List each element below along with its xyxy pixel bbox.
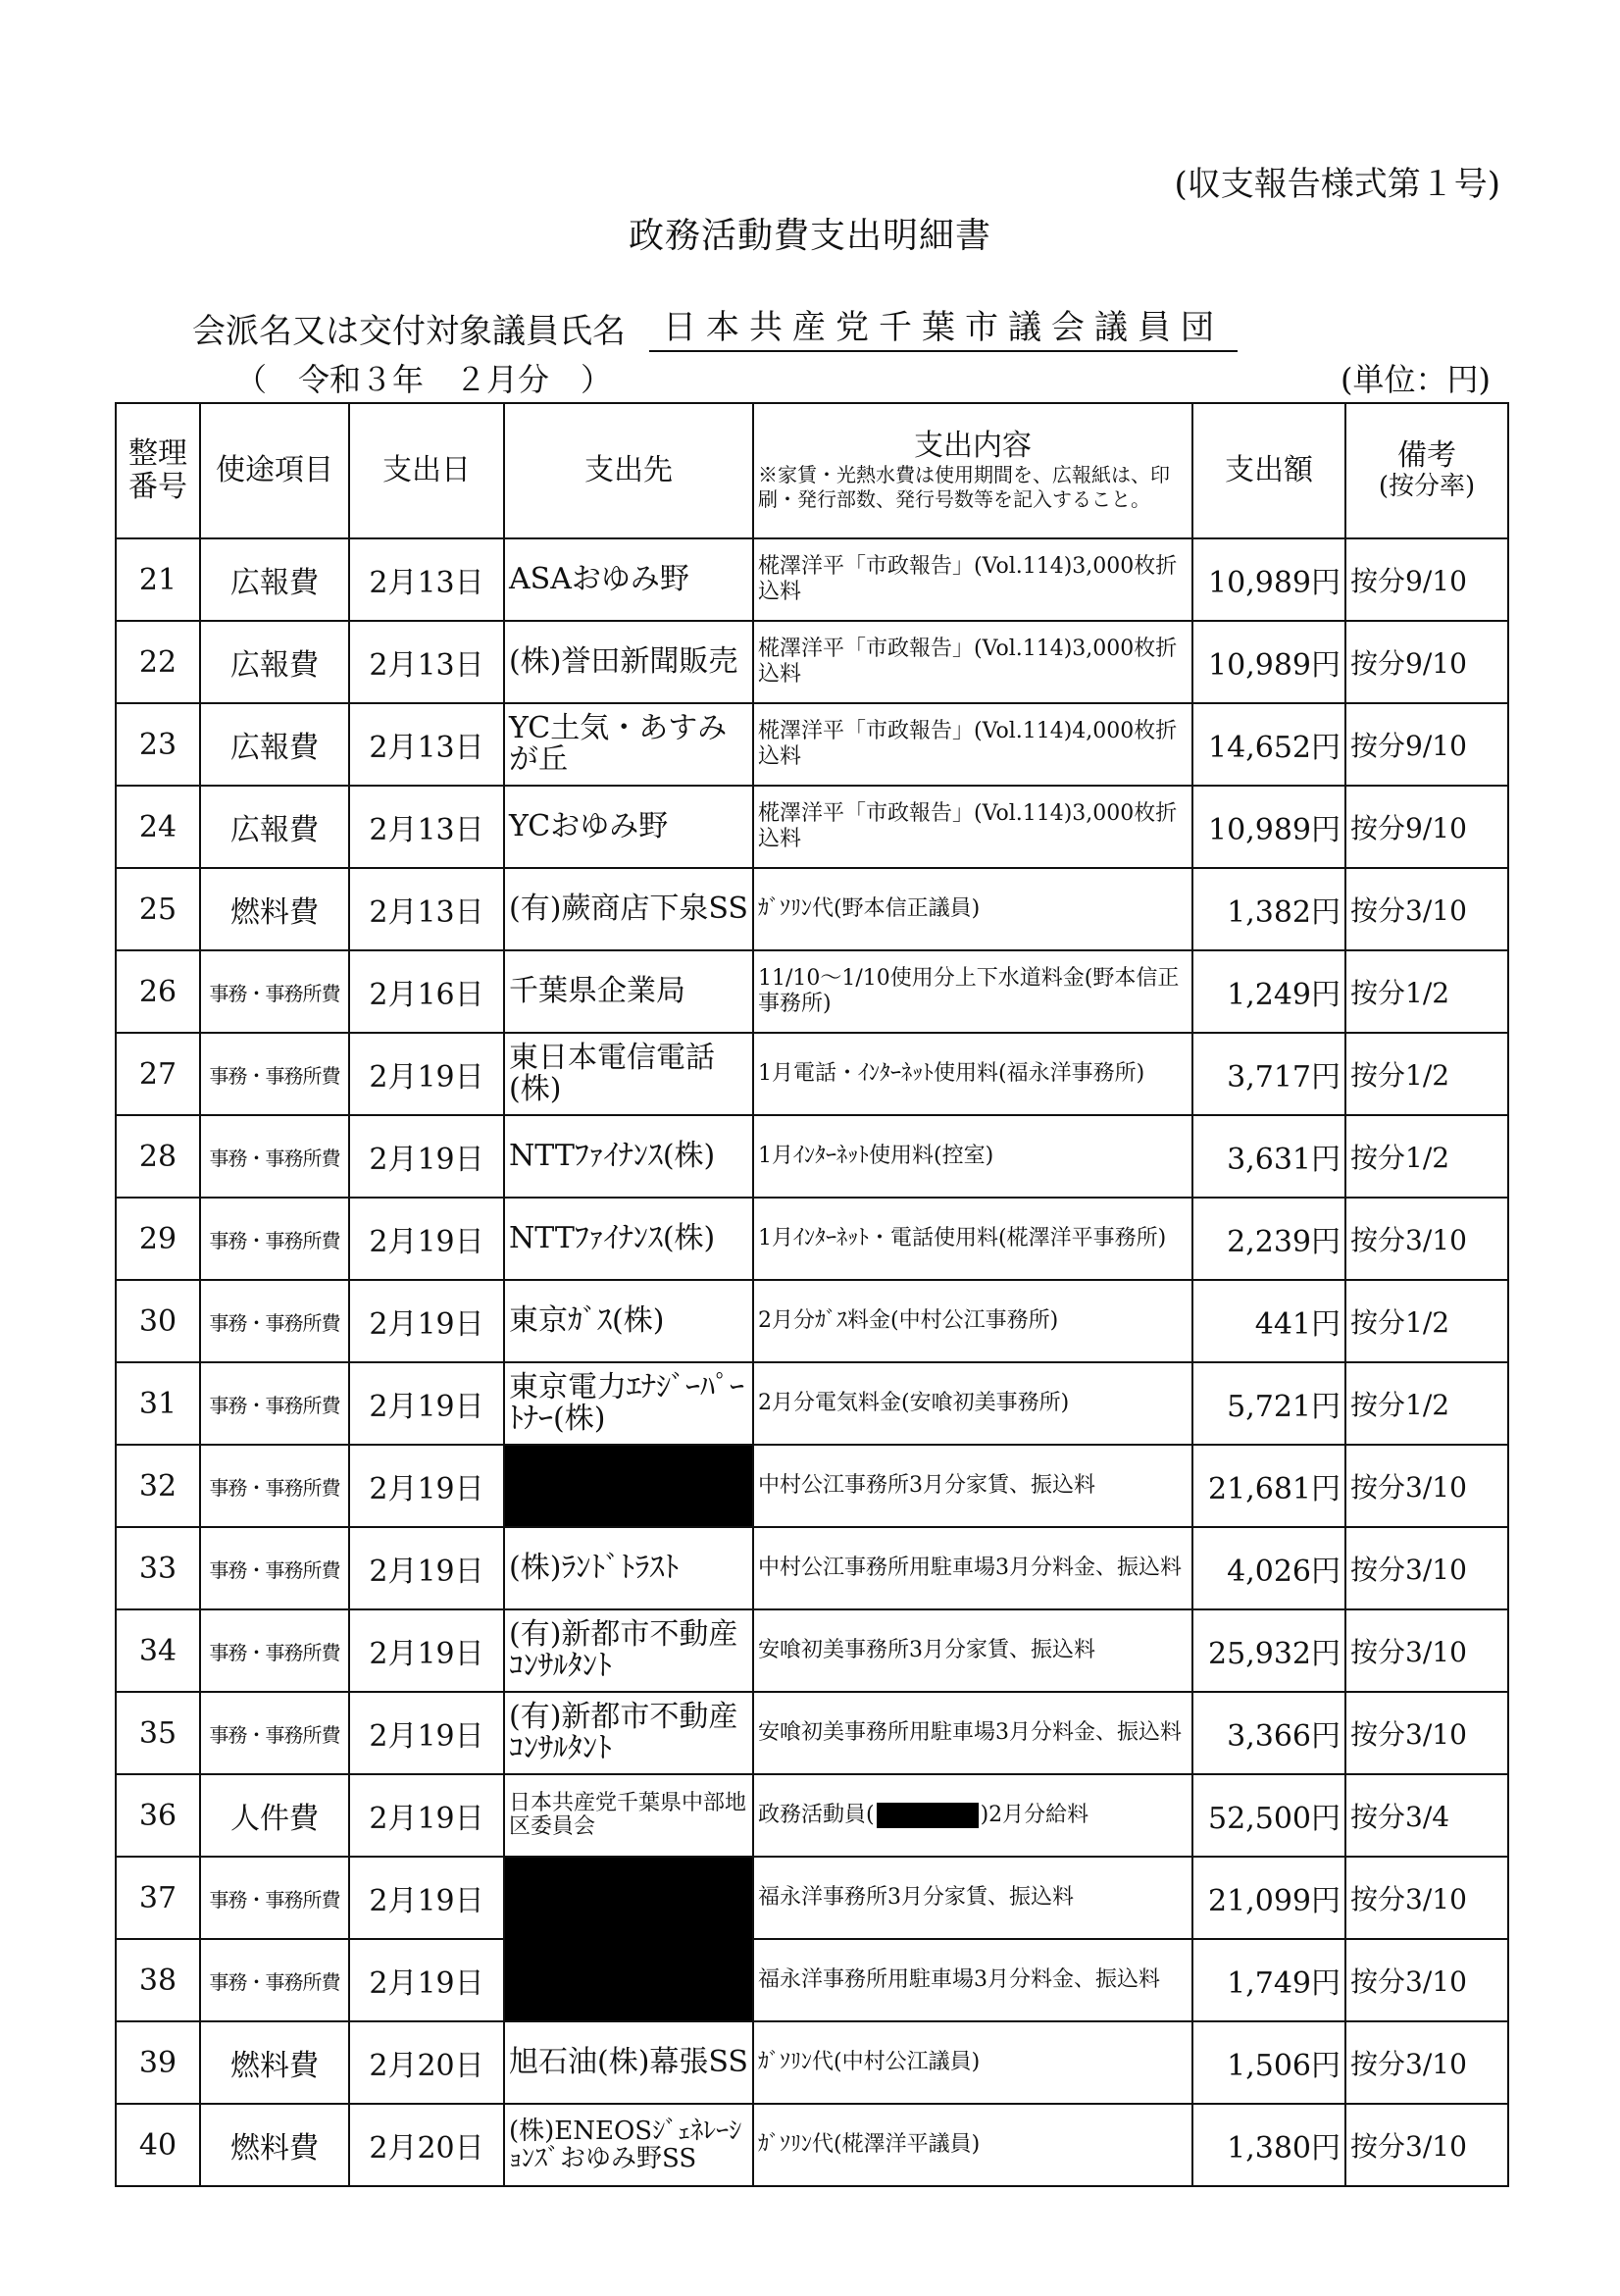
row-no: 27 <box>116 1033 200 1115</box>
row-content: 11/10～1/10使用分上下水道料金(野本信正事務所) <box>753 950 1192 1033</box>
row-category: 燃料費 <box>200 2021 349 2104</box>
header-note <box>1345 403 1508 538</box>
row-no: 35 <box>116 1692 200 1774</box>
table-row <box>116 1692 1508 1774</box>
row-content-post: )2月分給料 <box>980 1802 1089 1827</box>
row-date: 2月19日 <box>349 1445 504 1527</box>
row-note: 按分3/10 <box>1345 2021 1508 2104</box>
row-note: 按分1/2 <box>1345 950 1508 1033</box>
header-content-note: ※家賃・光熱水費は使用期間を、広報紙は、印刷・発行部数、発行号数等を記入すること。 <box>758 463 1170 512</box>
row-note: 按分9/10 <box>1345 621 1508 703</box>
table-row <box>116 868 1508 950</box>
table-row <box>116 1857 1508 1939</box>
row-date: 2月20日 <box>349 2021 504 2104</box>
header-payee: 支出先 <box>504 403 753 538</box>
header-amount: 支出額 <box>1192 403 1345 538</box>
row-date: 2月19日 <box>349 1609 504 1692</box>
row-date: 2月19日 <box>349 1033 504 1115</box>
row-payee: 千葉県企業局 <box>504 950 753 1033</box>
row-payee: ASAおゆみ野 <box>504 538 753 621</box>
row-no: 31 <box>116 1362 200 1445</box>
row-note: 按分3/10 <box>1345 1692 1508 1774</box>
row-content: 福永洋事務所用駐車場3月分料金、振込料 <box>753 1939 1192 2021</box>
row-payee: YCおゆみ野 <box>504 786 753 868</box>
row-no: 26 <box>116 950 200 1033</box>
row-content: 中村公江事務所用駐車場3月分料金、振込料 <box>753 1527 1192 1609</box>
row-note: 按分3/10 <box>1345 868 1508 950</box>
row-content: 椛澤洋平「市政報告」(Vol.114)3,000枚折込料 <box>753 621 1192 703</box>
row-category: 事務・事務所費 <box>200 1362 349 1445</box>
row-content: ｶﾞｿﾘﾝ代(野本信正議員) <box>753 868 1192 950</box>
row-no: 33 <box>116 1527 200 1609</box>
row-category: 燃料費 <box>200 868 349 950</box>
row-payee: 旭石油(株)幕張SS <box>504 2021 753 2104</box>
row-content: 福永洋事務所3月分家賃、振込料 <box>753 1857 1192 1939</box>
row-no: 38 <box>116 1939 200 2021</box>
row-no: 30 <box>116 1280 200 1362</box>
row-amount: 25,932円 <box>1192 1609 1345 1692</box>
party-row <box>192 300 1238 352</box>
header-note-sub: (按分率) <box>1378 472 1476 502</box>
header-date: 支出日 <box>349 403 504 538</box>
row-date: 2月19日 <box>349 1774 504 1857</box>
row-note: 按分3/10 <box>1345 1198 1508 1280</box>
row-no: 37 <box>116 1857 200 1939</box>
row-content: 1月電話・ｲﾝﾀｰﾈｯﾄ使用料(福永洋事務所) <box>753 1033 1192 1115</box>
row-note: 按分3/10 <box>1345 1609 1508 1692</box>
table-row <box>116 1527 1508 1609</box>
header-note-title: 備考 <box>1397 437 1456 473</box>
row-payee: (株)ENEOSｼﾞｪﾈﾚｰｼｮﾝｽﾞおゆみ野SS <box>504 2104 753 2186</box>
table-row <box>116 1609 1508 1692</box>
table-row <box>116 1033 1508 1115</box>
row-category: 燃料費 <box>200 2104 349 2186</box>
row-payee: (有)新都市不動産ｺﾝｻﾙﾀﾝﾄ <box>504 1609 753 1692</box>
row-amount: 1,249円 <box>1192 950 1345 1033</box>
row-content: 椛澤洋平「市政報告」(Vol.114)3,000枚折込料 <box>753 538 1192 621</box>
row-payee: 東京ｶﾞｽ(株) <box>504 1280 753 1362</box>
row-amount: 1,380円 <box>1192 2104 1345 2186</box>
row-no: 28 <box>116 1115 200 1198</box>
row-no: 24 <box>116 786 200 868</box>
row-category: 広報費 <box>200 703 349 786</box>
row-content: 2月分電気料金(安喰初美事務所) <box>753 1362 1192 1445</box>
row-note: 按分3/10 <box>1345 1527 1508 1609</box>
row-no: 23 <box>116 703 200 786</box>
row-category: 事務・事務所費 <box>200 1033 349 1115</box>
row-payee-redacted <box>504 1857 753 2021</box>
row-amount: 1,749円 <box>1192 1939 1345 2021</box>
header-no: 整理番号 <box>116 403 200 538</box>
row-content <box>753 1774 1192 1857</box>
table-row <box>116 786 1508 868</box>
row-date: 2月19日 <box>349 1527 504 1609</box>
row-note: 按分9/10 <box>1345 703 1508 786</box>
row-category: 事務・事務所費 <box>200 950 349 1033</box>
row-note: 按分3/4 <box>1345 1774 1508 1857</box>
table-row <box>116 538 1508 621</box>
row-payee: YC土気・あすみが丘 <box>504 703 753 786</box>
unit-label: (単位：円) <box>1341 361 1491 398</box>
party-name: 日本共産党千葉市議会議員団 <box>649 300 1238 352</box>
table-row <box>116 1280 1508 1362</box>
row-no: 25 <box>116 868 200 950</box>
row-category: 人件費 <box>200 1774 349 1857</box>
row-category: 事務・事務所費 <box>200 1280 349 1362</box>
table-row <box>116 1115 1508 1198</box>
table-row <box>116 2104 1508 2186</box>
row-date: 2月20日 <box>349 2104 504 2186</box>
table-row <box>116 2021 1508 2104</box>
row-date: 2月19日 <box>349 1362 504 1445</box>
row-payee: NTTﾌｧｲﾅﾝｽ(株) <box>504 1198 753 1280</box>
row-note: 按分3/10 <box>1345 2104 1508 2186</box>
row-date: 2月19日 <box>349 1198 504 1280</box>
row-amount: 14,652円 <box>1192 703 1345 786</box>
table-row <box>116 1774 1508 1857</box>
header-content <box>753 403 1192 538</box>
row-date: 2月19日 <box>349 1280 504 1362</box>
row-amount: 10,989円 <box>1192 786 1345 868</box>
row-content: ｶﾞｿﾘﾝ代(中村公江議員) <box>753 2021 1192 2104</box>
row-amount: 3,717円 <box>1192 1033 1345 1115</box>
row-note: 按分3/10 <box>1345 1939 1508 2021</box>
row-note: 按分9/10 <box>1345 538 1508 621</box>
row-amount: 441円 <box>1192 1280 1345 1362</box>
row-category: 広報費 <box>200 538 349 621</box>
row-no: 36 <box>116 1774 200 1857</box>
row-amount: 4,026円 <box>1192 1527 1345 1609</box>
expense-table <box>115 402 1509 2187</box>
row-amount: 2,239円 <box>1192 1198 1345 1280</box>
row-payee: 東日本電信電話(株) <box>504 1033 753 1115</box>
party-label: 会派名又は交付対象議員氏名 <box>192 312 626 351</box>
row-category: 事務・事務所費 <box>200 1692 349 1774</box>
table-body <box>116 538 1508 2186</box>
row-note: 按分1/2 <box>1345 1115 1508 1198</box>
row-amount: 5,721円 <box>1192 1362 1345 1445</box>
row-note: 按分1/2 <box>1345 1362 1508 1445</box>
row-payee-redacted <box>504 1445 753 1527</box>
row-date: 2月13日 <box>349 868 504 950</box>
row-note: 按分3/10 <box>1345 1857 1508 1939</box>
table-row <box>116 621 1508 703</box>
row-date: 2月13日 <box>349 621 504 703</box>
row-amount: 10,989円 <box>1192 621 1345 703</box>
row-date: 2月13日 <box>349 703 504 786</box>
row-payee: (株)ﾗﾝﾄﾞﾄﾗｽﾄ <box>504 1527 753 1609</box>
row-no: 34 <box>116 1609 200 1692</box>
row-content: 2月分ｶﾞｽ料金(中村公江事務所) <box>753 1280 1192 1362</box>
row-payee: NTTﾌｧｲﾅﾝｽ(株) <box>504 1115 753 1198</box>
form-number: (収支報告様式第１号) <box>1174 165 1500 204</box>
row-date: 2月19日 <box>349 1692 504 1774</box>
row-amount: 3,631円 <box>1192 1115 1345 1198</box>
row-no: 22 <box>116 621 200 703</box>
row-content: 1月ｲﾝﾀｰﾈｯﾄ使用料(控室) <box>753 1115 1192 1198</box>
row-date: 2月19日 <box>349 1939 504 2021</box>
table-row <box>116 1362 1508 1445</box>
row-date: 2月13日 <box>349 786 504 868</box>
row-note: 按分9/10 <box>1345 786 1508 868</box>
row-date: 2月19日 <box>349 1857 504 1939</box>
table-row <box>116 703 1508 786</box>
document-title: 政務活動費支出明細書 <box>628 216 991 256</box>
row-payee: (有)蕨商店下泉SS <box>504 868 753 950</box>
row-payee: 日本共産党千葉県中部地区委員会 <box>504 1774 753 1857</box>
row-content: 椛澤洋平「市政報告」(Vol.114)3,000枚折込料 <box>753 786 1192 868</box>
row-content: 安喰初美事務所用駐車場3月分料金、振込料 <box>753 1692 1192 1774</box>
row-payee: 東京電力ｴﾅｼﾞｰﾊﾟｰﾄﾅｰ(株) <box>504 1362 753 1445</box>
row-content: ｶﾞｿﾘﾝ代(椛澤洋平議員) <box>753 2104 1192 2186</box>
redacted-name <box>877 1803 979 1828</box>
row-no: 21 <box>116 538 200 621</box>
row-content: 1月ｲﾝﾀｰﾈｯﾄ・電話使用料(椛澤洋平事務所) <box>753 1198 1192 1280</box>
row-category: 事務・事務所費 <box>200 1939 349 2021</box>
row-content: 椛澤洋平「市政報告」(Vol.114)4,000枚折込料 <box>753 703 1192 786</box>
row-note: 按分1/2 <box>1345 1280 1508 1362</box>
row-content: 安喰初美事務所3月分家賃、振込料 <box>753 1609 1192 1692</box>
period: （ 令和３年 ２月分 ） <box>235 361 613 398</box>
row-payee: (株)誉田新聞販売 <box>504 621 753 703</box>
row-date: 2月16日 <box>349 950 504 1033</box>
row-amount: 1,506円 <box>1192 2021 1345 2104</box>
header-content-title: 支出内容 <box>914 428 1032 463</box>
table-row <box>116 1939 1508 2021</box>
row-content-pre: 政務活動員( <box>758 1802 875 1827</box>
row-amount: 52,500円 <box>1192 1774 1345 1857</box>
row-category: 事務・事務所費 <box>200 1609 349 1692</box>
row-category: 広報費 <box>200 621 349 703</box>
row-no: 39 <box>116 2021 200 2104</box>
row-date: 2月19日 <box>349 1115 504 1198</box>
row-note: 按分1/2 <box>1345 1033 1508 1115</box>
row-category: 広報費 <box>200 786 349 868</box>
row-amount: 21,681円 <box>1192 1445 1345 1527</box>
row-date: 2月13日 <box>349 538 504 621</box>
row-amount: 3,366円 <box>1192 1692 1345 1774</box>
row-no: 32 <box>116 1445 200 1527</box>
table-row <box>116 1445 1508 1527</box>
row-content: 中村公江事務所3月分家賃、振込料 <box>753 1445 1192 1527</box>
row-category: 事務・事務所費 <box>200 1198 349 1280</box>
row-category: 事務・事務所費 <box>200 1445 349 1527</box>
row-amount: 1,382円 <box>1192 868 1345 950</box>
table-row <box>116 1198 1508 1280</box>
header-category: 使途項目 <box>200 403 349 538</box>
row-category: 事務・事務所費 <box>200 1527 349 1609</box>
row-no: 29 <box>116 1198 200 1280</box>
row-amount: 10,989円 <box>1192 538 1345 621</box>
row-payee: (有)新都市不動産ｺﾝｻﾙﾀﾝﾄ <box>504 1692 753 1774</box>
row-category: 事務・事務所費 <box>200 1115 349 1198</box>
row-no: 40 <box>116 2104 200 2186</box>
row-category: 事務・事務所費 <box>200 1857 349 1939</box>
row-amount: 21,099円 <box>1192 1857 1345 1939</box>
row-note: 按分3/10 <box>1345 1445 1508 1527</box>
table-row <box>116 950 1508 1033</box>
table-header-row <box>116 403 1508 538</box>
